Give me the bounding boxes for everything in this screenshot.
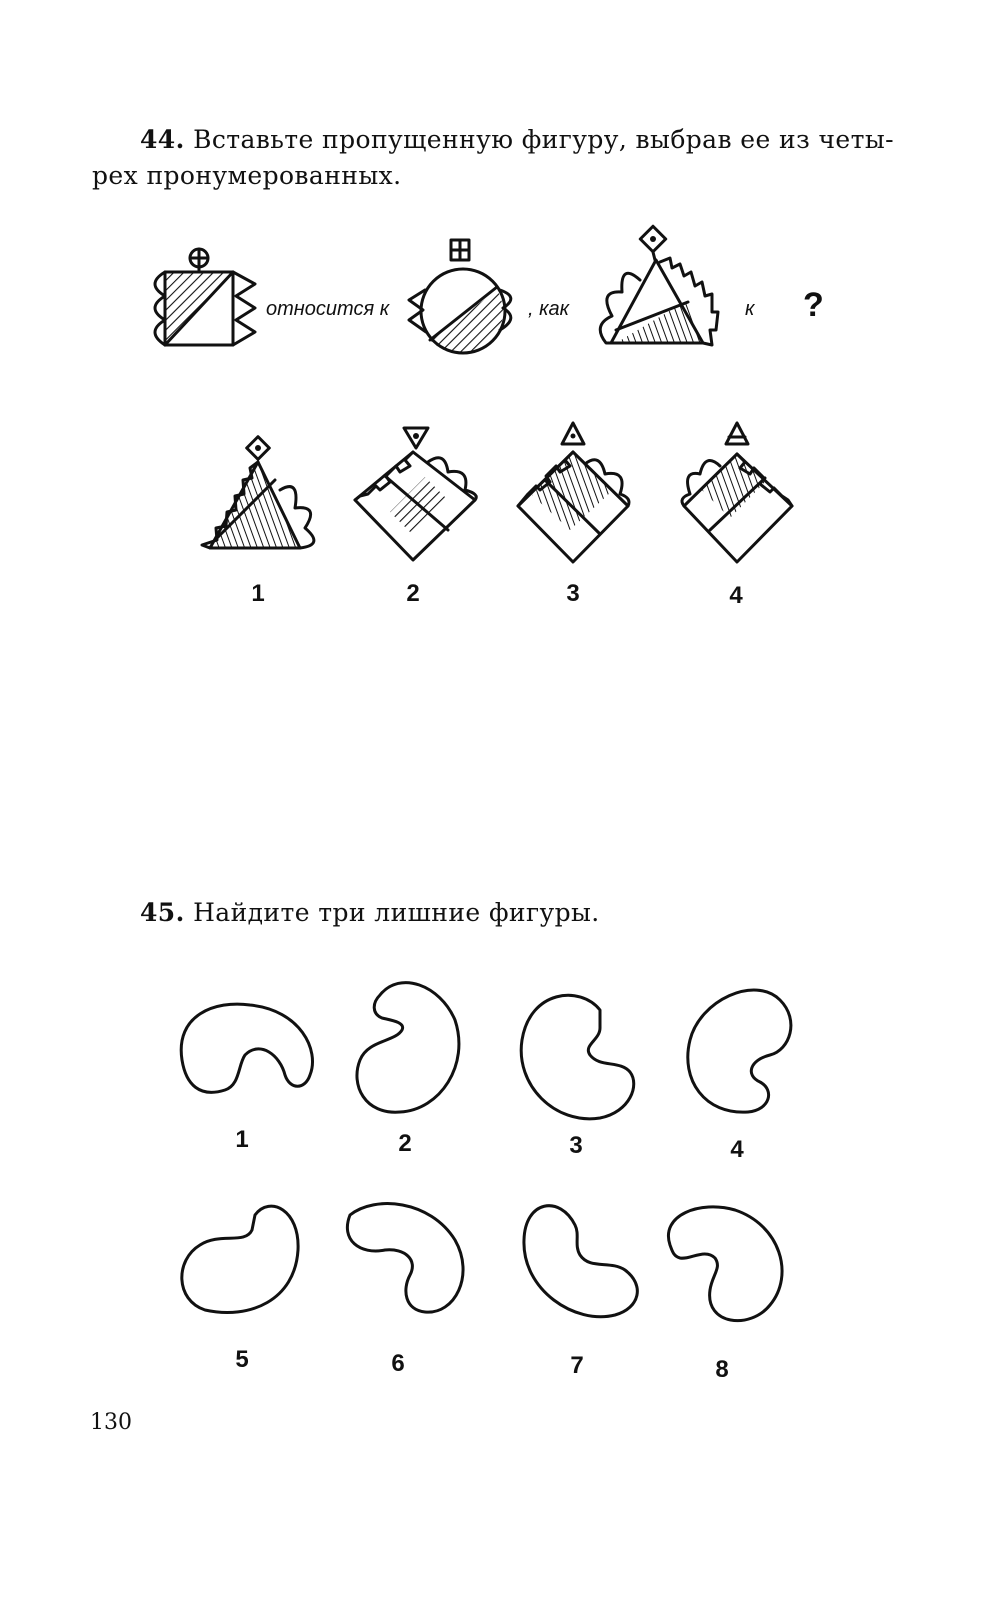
page-number: 130 xyxy=(90,1410,132,1435)
kidney-shape-8[interactable] xyxy=(668,1207,782,1321)
kidney-label-4: 4 xyxy=(730,1136,744,1163)
kidney-label-2: 2 xyxy=(398,1130,412,1157)
option-2-figure[interactable] xyxy=(355,428,476,560)
kidney-shape-1[interactable] xyxy=(181,1004,312,1092)
option-3-label: 3 xyxy=(566,580,580,607)
analogy-square-figure xyxy=(155,249,255,345)
option-1-figure[interactable] xyxy=(202,437,314,548)
question-mark: ? xyxy=(803,286,824,324)
option-4-label: 4 xyxy=(729,582,743,609)
q44-line2: рех пронумерованных. xyxy=(92,161,402,190)
kidney-label-3: 3 xyxy=(569,1132,583,1159)
kidney-shape-5[interactable] xyxy=(182,1206,298,1312)
analogy-circle-figure xyxy=(409,240,511,354)
kidney-shape-4[interactable] xyxy=(688,990,791,1112)
kidney-shape-3[interactable] xyxy=(521,995,634,1118)
option-4-figure[interactable] xyxy=(682,423,792,562)
option-1-label: 1 xyxy=(251,580,265,607)
option-3-figure[interactable] xyxy=(518,423,629,562)
kidney-label-8: 8 xyxy=(715,1356,729,1383)
q45-line xyxy=(140,895,600,931)
kidney-label-7: 7 xyxy=(570,1352,584,1379)
kidney-shape-6[interactable] xyxy=(347,1204,463,1313)
q45-text: Найдите три лишние фигуры. xyxy=(193,898,600,927)
as-text: , как xyxy=(528,298,570,320)
kidney-label-5: 5 xyxy=(235,1346,249,1373)
q44-line1-text: Вставьте пропущенную фигуру, выбрав ее из четы- xyxy=(193,125,894,154)
kidney-shape-2[interactable] xyxy=(357,983,459,1113)
to-text: к xyxy=(745,298,755,320)
relates-to-text: относится к xyxy=(266,298,390,320)
kidney-label-1: 1 xyxy=(235,1126,249,1153)
analogy-triangle-figure xyxy=(600,226,718,345)
kidney-shape-7[interactable] xyxy=(524,1206,637,1317)
kidney-label-6: 6 xyxy=(391,1350,405,1377)
q45-number: 45. xyxy=(140,898,185,927)
option-2-label: 2 xyxy=(406,580,420,607)
q44-number: 44. xyxy=(140,125,185,154)
